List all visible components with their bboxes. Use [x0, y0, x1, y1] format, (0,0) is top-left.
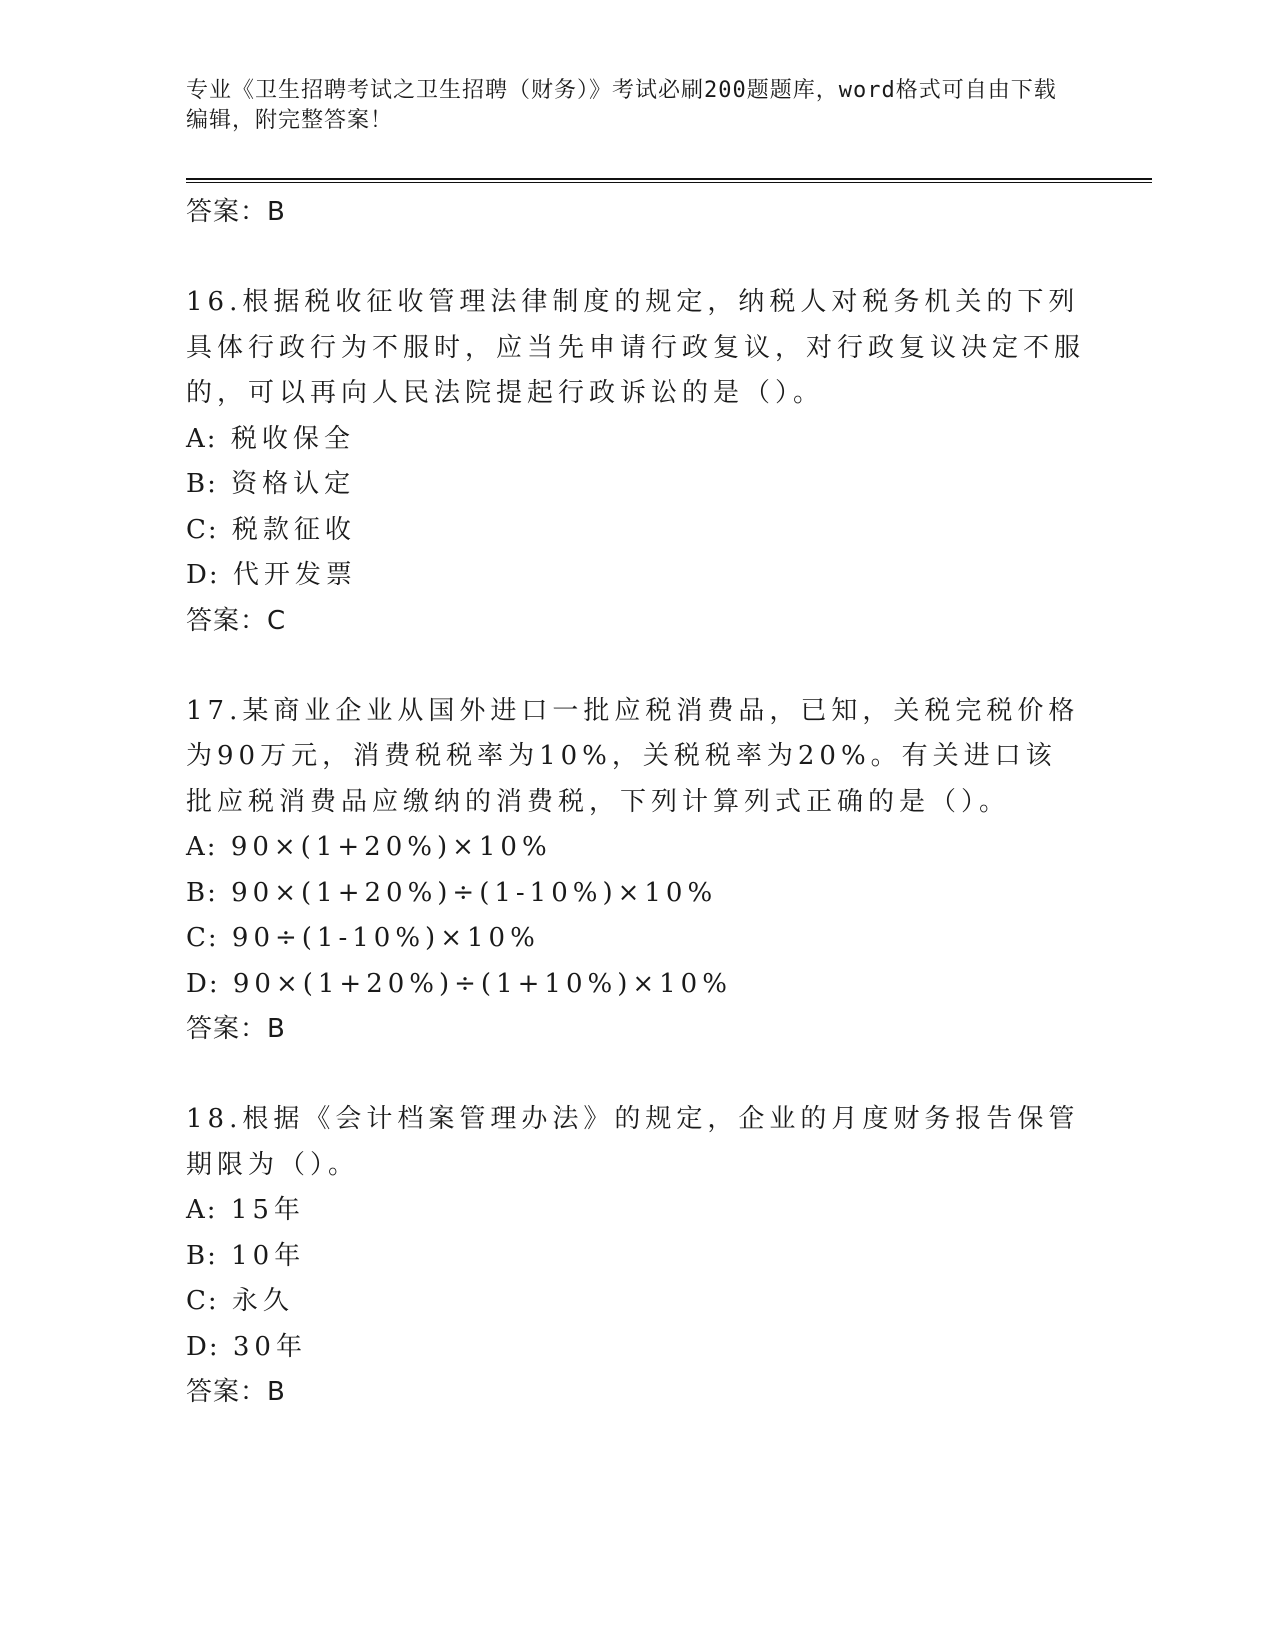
- option-key: D:: [186, 968, 220, 999]
- option-key: C:: [186, 923, 219, 953]
- option-a: [186, 825, 1086, 871]
- option-text: 税款征收: [231, 514, 356, 545]
- option-b: [186, 871, 1086, 917]
- option-key: C:: [186, 514, 219, 545]
- option-b: [186, 462, 1086, 508]
- option-d: [186, 553, 1086, 599]
- option-key: C:: [186, 1286, 219, 1316]
- question-answer: 答案：C: [186, 605, 287, 636]
- option-text: 30年: [232, 1331, 307, 1362]
- question-stem: 17.某商业企业从国外进口一批应税消费品，已知，关税完税价格为90万元，消费税税率为10%，关税税率为20%。有关进口该批应税消费品应缴纳的消费税，下列计算列式正确的是（）。: [186, 695, 1080, 817]
- question-stem: 18.根据《会计档案管理办法》的规定，企业的月度财务报告保管期限为（）。: [186, 1104, 1080, 1180]
- question-16: [186, 280, 1086, 643]
- option-key: B:: [186, 1240, 218, 1271]
- question-answer: 答案：B: [186, 1377, 286, 1407]
- option-b: [186, 1234, 1086, 1280]
- previous-question-answer: 答案：B: [186, 197, 286, 227]
- option-key: B:: [186, 877, 218, 908]
- option-text: 资格认定: [231, 469, 356, 499]
- question-stem: 16.根据税收征收管理法律制度的规定，纳税人对税务机关的下列具体行政行为不服时，应当先申请行政复议，对行政复议决定不服的，可以再向人民法院提起行政诉讼的是（）。: [186, 287, 1086, 408]
- option-text: 15年: [230, 1195, 305, 1225]
- option-key: A:: [186, 832, 218, 862]
- option-key: D:: [186, 1331, 220, 1362]
- option-text: 90×(1+20%)÷(1+10%)×10%: [232, 968, 732, 999]
- option-key: D:: [186, 560, 220, 590]
- option-a: [186, 1188, 1086, 1234]
- option-text: 永久: [231, 1286, 294, 1316]
- option-c: [186, 508, 1086, 554]
- header-divider-thin: [186, 182, 1152, 183]
- option-a: [186, 417, 1086, 463]
- option-c: [186, 1279, 1086, 1325]
- option-key: B:: [186, 469, 218, 499]
- option-key: A:: [186, 423, 218, 454]
- option-text: 10年: [231, 1240, 306, 1271]
- option-text: 90×(1+20%)÷(1-10%)×10%: [231, 877, 718, 908]
- question-17: [186, 689, 1086, 1052]
- question-18: [186, 1097, 1086, 1414]
- option-text: 税收保全: [230, 423, 355, 454]
- header-divider-thick: [186, 178, 1152, 180]
- option-text: 代开发票: [232, 560, 357, 590]
- option-key: A:: [186, 1195, 218, 1225]
- option-c: [186, 916, 1086, 962]
- question-answer: 答案：B: [186, 1014, 286, 1044]
- option-d: [186, 962, 1086, 1008]
- document-header: 专业《卫生招聘考试之卫生招聘（财务）》考试必刷200题题库，word格式可自由下载编辑，附完整答案！: [186, 78, 1057, 133]
- option-text: 90÷(1-10%)×10%: [231, 923, 540, 953]
- option-text: 90×(1+20%)×10%: [230, 832, 552, 862]
- option-d: [186, 1325, 1086, 1371]
- document-body: [186, 190, 1086, 1414]
